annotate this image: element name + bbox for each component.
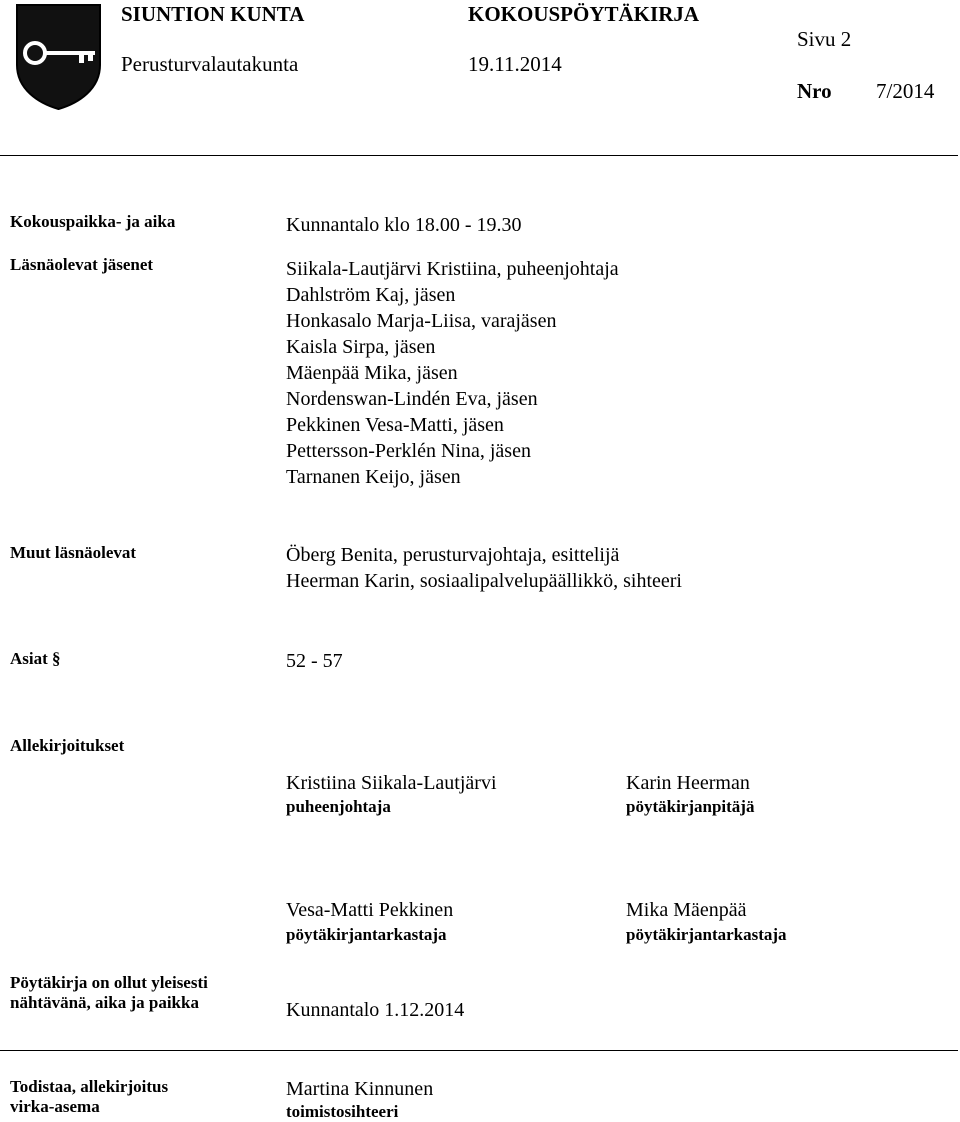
- certify-label-line1: Todistaa, allekirjoitus: [10, 1077, 169, 1096]
- nro-value: 7/2014: [876, 79, 935, 103]
- other-item: Öberg Benita, perusturvajohtaja, esittelijä: [286, 544, 620, 566]
- public-label-line2: nähtävänä, aika ja paikka: [10, 993, 199, 1012]
- checker1-name: Vesa-Matti Pekkinen: [286, 899, 454, 921]
- secretary-name: Karin Heerman: [626, 772, 750, 794]
- nro-label: Nro: [797, 79, 832, 103]
- chair-role: puheenjohtaja: [286, 797, 391, 816]
- checker2-name: Mika Mäenpää: [626, 899, 747, 921]
- members-list: [286, 256, 619, 490]
- checker1-role: pöytäkirjantarkastaja: [286, 925, 447, 944]
- page-number: Sivu 2: [797, 27, 852, 51]
- committee-name: Perusturvalautakunta: [121, 52, 299, 76]
- member-item: Pettersson-Perklén Nina, jäsen: [286, 440, 531, 462]
- document-type: KOKOUSPÖYTÄKIRJA: [468, 2, 700, 26]
- footer-divider: [0, 1050, 958, 1051]
- member-item: Tarnanen Keijo, jäsen: [286, 466, 461, 488]
- others-label: Muut läsnäolevat: [10, 543, 137, 562]
- checker2-role: pöytäkirjantarkastaja: [626, 925, 787, 944]
- member-item: Pekkinen Vesa-Matti, jäsen: [286, 414, 504, 436]
- public-value: Kunnantalo 1.12.2014: [286, 999, 465, 1021]
- municipality-name: SIUNTION KUNTA: [121, 2, 305, 26]
- items-label: Asiat §: [10, 649, 61, 668]
- others-list: [286, 542, 682, 594]
- signatures-label: Allekirjoitukset: [10, 736, 125, 755]
- items-value: 52 - 57: [286, 650, 343, 672]
- certify-name: Martina Kinnunen: [286, 1078, 434, 1100]
- secretary-role: pöytäkirjanpitäjä: [626, 797, 755, 816]
- member-item: Dahlström Kaj, jäsen: [286, 284, 456, 306]
- header-divider: [0, 155, 958, 156]
- member-item: Nordenswan-Lindén Eva, jäsen: [286, 388, 538, 410]
- certify-role: toimistosihteeri: [286, 1102, 399, 1121]
- place-label: Kokouspaikka- ja aika: [10, 212, 176, 231]
- certify-label-line2: virka-asema: [10, 1097, 100, 1116]
- chair-name: Kristiina Siikala-Lautjärvi: [286, 772, 497, 794]
- other-item: Heerman Karin, sosiaalipalvelupäällikkö, sihteeri: [286, 570, 682, 592]
- meeting-date: 19.11.2014: [468, 52, 562, 76]
- member-item: Kaisla Sirpa, jäsen: [286, 336, 436, 358]
- municipality-crest-icon: [15, 3, 102, 111]
- member-item: Honkasalo Marja-Liisa, varajäsen: [286, 310, 557, 332]
- place-value: Kunnantalo klo 18.00 - 19.30: [286, 214, 522, 236]
- public-label-line1: Pöytäkirja on ollut yleisesti: [10, 973, 208, 992]
- member-item: Siikala-Lautjärvi Kristiina, puheenjohtaja: [286, 258, 619, 280]
- members-label: Läsnäolevat jäsenet: [10, 255, 154, 274]
- member-item: Mäenpää Mika, jäsen: [286, 362, 458, 384]
